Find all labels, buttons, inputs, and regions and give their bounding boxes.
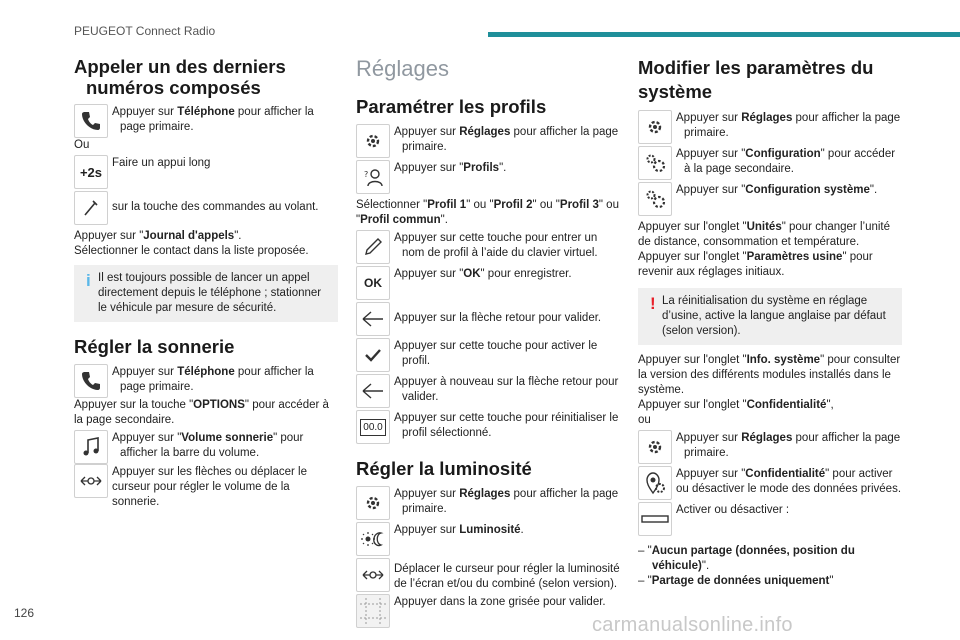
steering-button-icon bbox=[74, 191, 108, 225]
gears-icon bbox=[638, 146, 672, 180]
step-edit-name: Appuyer sur cette touche pour entrer un nom de profil à l’aide du clavier virtuel. bbox=[356, 230, 620, 264]
paragraph-select-profile: Sélectionner "Profil 1" ou "Profil 2" ou "Profil 3" ou "Profil commun". bbox=[356, 199, 619, 226]
step-long-press: +2s Faire un appui long bbox=[74, 155, 338, 189]
paragraph-select-contact: Sélectionner le contact dans la liste proposée. bbox=[74, 245, 309, 257]
ok-icon: OK bbox=[356, 266, 390, 300]
step-back: Appuyer sur la flèche retour pour valider. bbox=[356, 302, 620, 336]
back-arrow-icon bbox=[356, 302, 390, 336]
header-accent-bar bbox=[488, 32, 960, 37]
grey-zone-icon bbox=[356, 594, 390, 628]
back-arrow-icon bbox=[356, 374, 390, 408]
step-brightness: Appuyer sur Luminosité. bbox=[356, 522, 620, 556]
checkmark-icon bbox=[356, 338, 390, 372]
gear-icon bbox=[638, 110, 672, 144]
paragraph-call-log: Appuyer sur "Journal d'appels". bbox=[74, 230, 242, 242]
step-privacy: Appuyer sur "Confidentialité" pour activer ou désactiver le mode des données privées. bbox=[638, 466, 902, 500]
long-press-icon: +2s bbox=[74, 155, 108, 189]
paragraph-options: Appuyer sur la touche "OPTIONS" pour accéder à la page secondaire. bbox=[74, 399, 329, 426]
paragraph-units: Appuyer sur l'onglet "Unités" pour changer l’unité de distance, consommation et température. bbox=[638, 221, 891, 248]
list-item-no-sharing: – "Aucun partage (données, position du véhicule)". bbox=[638, 545, 855, 572]
step-sys-settings: Appuyer sur Réglages pour afficher la page primaire. bbox=[638, 110, 902, 144]
gear-icon bbox=[638, 430, 672, 464]
step-settings: Appuyer sur Réglages pour afficher la page primaire. bbox=[356, 124, 620, 158]
step-activate: Appuyer sur cette touche pour activer le profil. bbox=[356, 338, 620, 372]
column-right bbox=[638, 56, 902, 589]
slider-arrows-icon bbox=[74, 464, 108, 498]
step-toggle: Activer ou désactiver : bbox=[638, 502, 902, 536]
gear-icon bbox=[356, 486, 390, 520]
info-icon: i bbox=[86, 271, 91, 290]
step-back-again: Appuyer à nouveau sur la flèche retour pour valider. bbox=[356, 374, 620, 408]
reset-counter-icon: 00.0 bbox=[356, 410, 390, 444]
sun-moon-icon bbox=[356, 522, 390, 556]
step-ok: OK Appuyer sur "OK" pour enregistrer. bbox=[356, 266, 620, 300]
warning-note: ! La réinitialisation du système en réglage d’usine, active la langue anglaise par défaut (selon version). bbox=[638, 288, 902, 345]
column-middle bbox=[356, 56, 620, 628]
warning-icon: ! bbox=[650, 294, 656, 313]
step-privacy-settings: Appuyer sur Réglages pour afficher la page primaire. bbox=[638, 430, 902, 464]
step-slider: Appuyer sur les flèches ou déplacer le curseur pour régler le volume de la sonnerie. bbox=[74, 464, 338, 510]
step-volume-ring: Appuyer sur "Volume sonnerie" pour afficher la barre du volume. bbox=[74, 430, 338, 464]
phone-icon bbox=[74, 104, 108, 138]
section-title-system: Modifier les paramètres du système bbox=[638, 57, 874, 102]
slider-arrows-icon bbox=[356, 558, 390, 592]
step-profiles: ? Appuyer sur "Profils". bbox=[356, 160, 620, 194]
page-number: 126 bbox=[14, 606, 35, 620]
step-ring-phone: Appuyer sur Téléphone pour afficher la page primaire. bbox=[74, 364, 338, 398]
step-configuration: Appuyer sur "Configuration" pour accéder à la page secondaire. bbox=[638, 146, 902, 180]
watermark: carmanualsonline.info bbox=[592, 614, 793, 636]
step-steering-control: sur la touche des commandes au volant. bbox=[74, 191, 338, 225]
paragraph-sysinfo: Appuyer sur l'onglet "Info. système" pour consulter la version des différents modules installés dans le système. bbox=[638, 354, 901, 396]
section-title-brightness: Régler la luminosité bbox=[356, 458, 532, 479]
text-ou: Ou bbox=[74, 139, 90, 151]
header-title: PEUGEOT Connect Radio bbox=[74, 24, 216, 38]
phone-icon bbox=[74, 364, 108, 398]
paragraph-factory: Appuyer sur l'onglet "Paramètres usine" pour revenir aux réglages initiaux. bbox=[638, 251, 873, 278]
step-phone: Appuyer sur Téléphone pour afficher la page primaire. bbox=[74, 104, 338, 138]
step-grey-zone: Appuyer dans la zone grisée pour valider. bbox=[356, 594, 620, 628]
chapter-title-settings: Réglages bbox=[356, 56, 449, 81]
section-title-profiles: Paramétrer les profils bbox=[356, 96, 547, 117]
gears-icon bbox=[638, 182, 672, 216]
toggle-bar-icon bbox=[638, 502, 672, 536]
list-item-data-sharing: – "Partage de données uniquement" bbox=[638, 575, 834, 587]
step-system-configuration: Appuyer sur "Configuration système". bbox=[638, 182, 902, 216]
section-title-recent-calls: Appeler un des derniers numéros composés bbox=[74, 56, 286, 98]
step-brightness-slider: Déplacer le curseur pour régler la luminosité de l’écran et/ou du combiné (selon version). bbox=[356, 558, 620, 592]
info-note: i Il est toujours possible de lancer un appel directement depuis le téléphone ; stationner le véhicule par mesure de sécurité. bbox=[74, 265, 338, 322]
privacy-location-icon bbox=[638, 466, 672, 500]
text-ou: ou bbox=[638, 414, 651, 426]
paragraph-privacy: Appuyer sur l'onglet "Confidentialité", bbox=[638, 399, 834, 411]
music-note-icon bbox=[74, 430, 108, 464]
pencil-icon bbox=[356, 230, 390, 264]
step-reset-profile: 00.0 Appuyer sur cette touche pour réinitialiser le profil sélectionné. bbox=[356, 410, 620, 444]
step-settings-brightness: Appuyer sur Réglages pour afficher la page primaire. bbox=[356, 486, 620, 520]
gear-icon bbox=[356, 124, 390, 158]
profile-icon bbox=[356, 160, 390, 194]
column-left bbox=[74, 56, 338, 510]
svg-text:?: ? bbox=[364, 170, 369, 179]
section-title-ringtone: Régler la sonnerie bbox=[74, 336, 235, 357]
